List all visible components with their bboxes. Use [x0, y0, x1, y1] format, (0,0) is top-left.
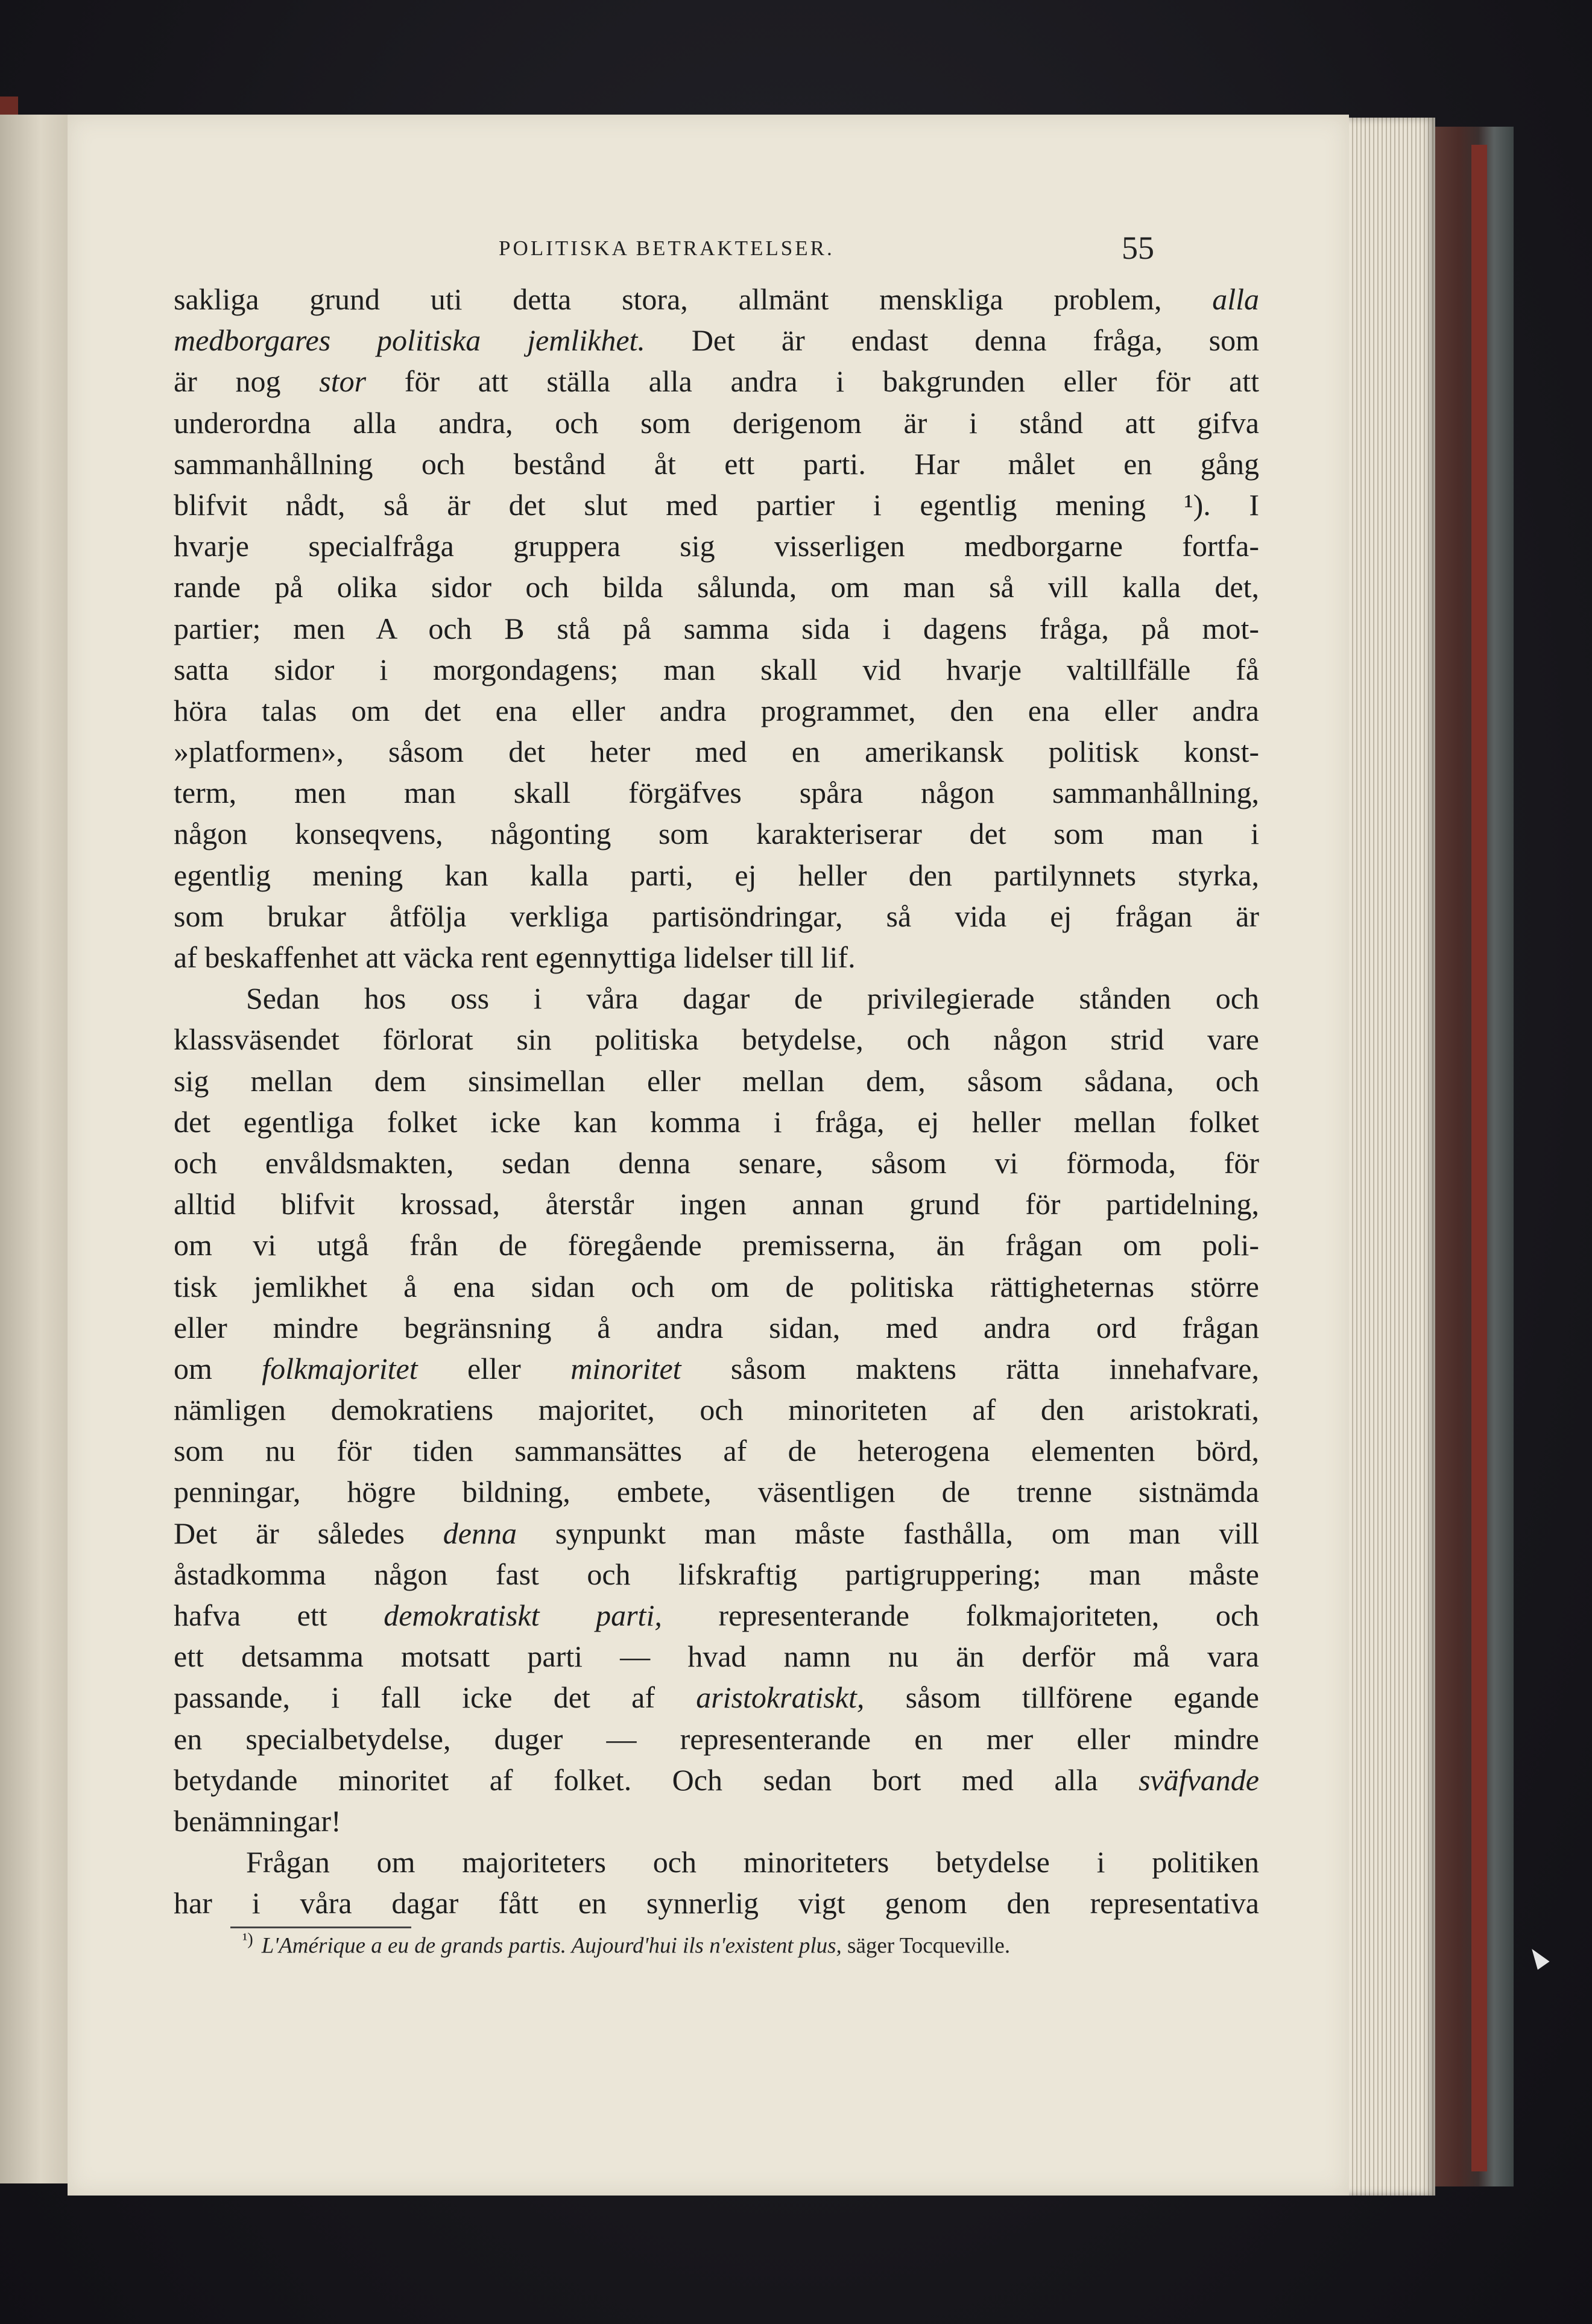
- text-run: benämningar!: [174, 1803, 341, 1838]
- text-line: [174, 1060, 1259, 1101]
- text-run: Sedan hos oss i våra dagar de privilegierade stånden och: [246, 981, 1259, 1016]
- text-run: tisk jemlikhet å ena sidan och om de politiska rättigheternas större: [174, 1269, 1259, 1303]
- text-line: [174, 608, 1259, 649]
- text-run: höra talas om det ena eller andra programmet, den ena eller andra: [174, 693, 1259, 727]
- text-run: hafva ett: [174, 1598, 384, 1632]
- text-run: penningar, högre bildning, embete, väsentligen de trenne sistnämda: [174, 1475, 1259, 1509]
- footnote-rule: [230, 1927, 411, 1928]
- footnote-attribution: säger Tocqueville.: [841, 1933, 1011, 1958]
- text-run: nämligen demokratiens majoritet, och minoriteten af den aristokrati,: [174, 1393, 1259, 1427]
- book-page: [68, 115, 1349, 2196]
- text-run: klassväsendet förlorat sin politiska betydelse, och någon strid vare: [174, 1022, 1259, 1057]
- text-run: betydande minoritet af folket. Och sedan bort med alla: [174, 1762, 1139, 1797]
- page-block-edges: [1345, 118, 1435, 2196]
- text-line: [174, 525, 1259, 566]
- text-run: om vi utgå från de föregående premisserna, än frågan om poli-: [174, 1228, 1259, 1262]
- italic-phrase: alla: [1212, 282, 1259, 316]
- text-line: [174, 1471, 1259, 1512]
- text-run: om: [174, 1351, 262, 1385]
- footnote: [242, 1930, 1262, 1958]
- text-line: [174, 855, 1259, 896]
- text-run: egentlig mening kan kalla parti, ej heller den partilynnets styrka,: [174, 858, 1259, 892]
- binding-spine-strip: [1471, 145, 1487, 2171]
- text-line: [174, 1800, 1259, 1841]
- text-run: hvarje specialfråga gruppera sig visserligen medborgarne fortfa-: [174, 529, 1259, 563]
- text-line: [174, 772, 1259, 813]
- text-line: [174, 978, 1259, 1019]
- text-run: »platformen», såsom det heter med en amerikansk politisk konst-: [174, 735, 1259, 769]
- text-run: har i våra dagar fått en synnerlig vigt genom den representativa: [174, 1886, 1259, 1920]
- text-line: [174, 690, 1259, 731]
- facing-page-edge: [0, 115, 69, 2183]
- paragraph: [174, 978, 1259, 1841]
- text-line: [174, 1595, 1259, 1636]
- italic-phrase: medborgares politiska jemlikhet.: [174, 323, 645, 358]
- text-line: [174, 484, 1259, 525]
- italic-phrase: denna: [443, 1516, 517, 1550]
- text-line: [174, 1882, 1259, 1923]
- text-line: [174, 1554, 1259, 1595]
- text-line: [174, 1430, 1259, 1471]
- text-line: [174, 1636, 1259, 1677]
- text-run: eller: [417, 1351, 571, 1385]
- paragraph: [174, 1841, 1259, 1923]
- italic-phrase: stor: [319, 364, 367, 399]
- text-run: underordna alla andra, och som derigenom är i stånd att gifva: [174, 405, 1259, 440]
- text-line: [174, 566, 1259, 607]
- text-run: det egentliga folket icke kan komma i fråga, ej heller mellan folket: [174, 1104, 1259, 1139]
- text-run: som nu för tiden sammansättes af de heterogena elementen börd,: [174, 1434, 1259, 1468]
- text-run: såsom tillförene egande: [864, 1680, 1259, 1715]
- text-run: ett detsamma motsatt parti — hvad namn nu än derför må vara: [174, 1639, 1259, 1674]
- text-line: [174, 1348, 1259, 1389]
- italic-phrase: aristokratiskt,: [696, 1680, 865, 1715]
- running-head: [68, 229, 1349, 277]
- text-run: någon konseqvens, någonting som karakteriserar det som man i: [174, 817, 1259, 851]
- page-number: 55: [1122, 230, 1154, 266]
- text-line: [174, 1019, 1259, 1060]
- text-run: alltid blifvit krossad, återstår ingen annan grund för partidelning,: [174, 1187, 1259, 1221]
- text-line: [174, 937, 1259, 978]
- text-line: [174, 1513, 1259, 1554]
- text-line: [174, 1183, 1259, 1224]
- text-run: Frågan om majoriteters och minoriteters betydelse i politiken: [246, 1845, 1259, 1879]
- text-run: Det är endast denna fråga, som: [645, 323, 1259, 358]
- text-run: satta sidor i morgondagens; man skall vid hvarje valtillfälle få: [174, 652, 1259, 686]
- text-line: [174, 1677, 1259, 1718]
- footnote-quote: L'Amérique a eu de grands partis. Aujourd'hui ils n'existent plus,: [261, 1933, 842, 1958]
- text-run: sakliga grund uti detta stora, allmänt menskliga problem,: [174, 282, 1213, 316]
- body-text: [174, 279, 1259, 1924]
- text-run: term, men man skall förgäfves spåra någon sammanhållning,: [174, 776, 1259, 810]
- text-run: eller mindre begränsning å andra sidan, med andra ord frågan: [174, 1310, 1259, 1344]
- italic-phrase: sväfvande: [1139, 1762, 1259, 1797]
- text-run: Det är således: [174, 1516, 443, 1550]
- footnote-marker: ¹): [242, 1930, 253, 1949]
- text-line: [174, 1718, 1259, 1759]
- text-line: [174, 1759, 1259, 1800]
- text-line: [174, 813, 1259, 854]
- italic-phrase: folkmajoritet: [262, 1351, 418, 1385]
- text-line: [174, 402, 1259, 443]
- text-run: blifvit nådt, så är det slut med partier i egentlig mening ¹). I: [174, 487, 1259, 522]
- text-run: åstadkomma någon fast och lifskraftig partigruppering; man måste: [174, 1557, 1259, 1591]
- text-run: representerande folkmajoriteten, och: [662, 1598, 1260, 1632]
- text-line: [174, 279, 1259, 320]
- text-run: passande, i fall icke det af: [174, 1680, 696, 1715]
- text-line: [174, 1389, 1259, 1430]
- text-line: [174, 320, 1259, 361]
- italic-phrase: minoritet: [570, 1351, 681, 1385]
- text-run: såsom maktens rätta innehafvare,: [681, 1351, 1259, 1385]
- text-line: [174, 1142, 1259, 1183]
- text-run: är nog: [174, 364, 320, 399]
- text-run: sammanhållning och bestånd åt ett parti. Har målet en gång: [174, 446, 1259, 481]
- text-line: [174, 731, 1259, 772]
- text-run: partier; men A och B stå på samma sida i dagens fråga, på mot-: [174, 611, 1259, 645]
- text-line: [174, 361, 1259, 402]
- text-run: en specialbetydelse, duger — representerande en mer eller mindre: [174, 1721, 1259, 1756]
- text-line: [174, 649, 1259, 690]
- running-title: POLITISKA BETRAKTELSER.: [499, 236, 835, 260]
- paragraph: [174, 279, 1259, 978]
- italic-phrase: demokratiskt parti,: [384, 1598, 662, 1632]
- text-line: [174, 1841, 1259, 1882]
- text-line: [174, 1266, 1259, 1307]
- text-line: [174, 1307, 1259, 1348]
- text-line: [174, 1224, 1259, 1265]
- text-run: sig mellan dem sinsimellan eller mellan dem, såsom sådana, och: [174, 1063, 1259, 1098]
- text-line: [174, 896, 1259, 937]
- text-run: rande på olika sidor och bilda sålunda, om man så vill kalla det,: [174, 570, 1259, 604]
- text-run: synpunkt man måste fasthålla, om man vill: [516, 1516, 1259, 1550]
- text-line: [174, 1101, 1259, 1142]
- text-run: för att ställa alla andra i bakgrunden eller för att: [366, 364, 1259, 399]
- text-run: och envåldsmakten, sedan denna senare, såsom vi förmoda, för: [174, 1145, 1259, 1180]
- text-line: [174, 443, 1259, 484]
- text-run: af beskaffenhet att väcka rent egennyttiga lidelser till lif.: [174, 940, 856, 974]
- text-run: som brukar åtfölja verkliga partisöndringar, så vida ej frågan är: [174, 899, 1259, 933]
